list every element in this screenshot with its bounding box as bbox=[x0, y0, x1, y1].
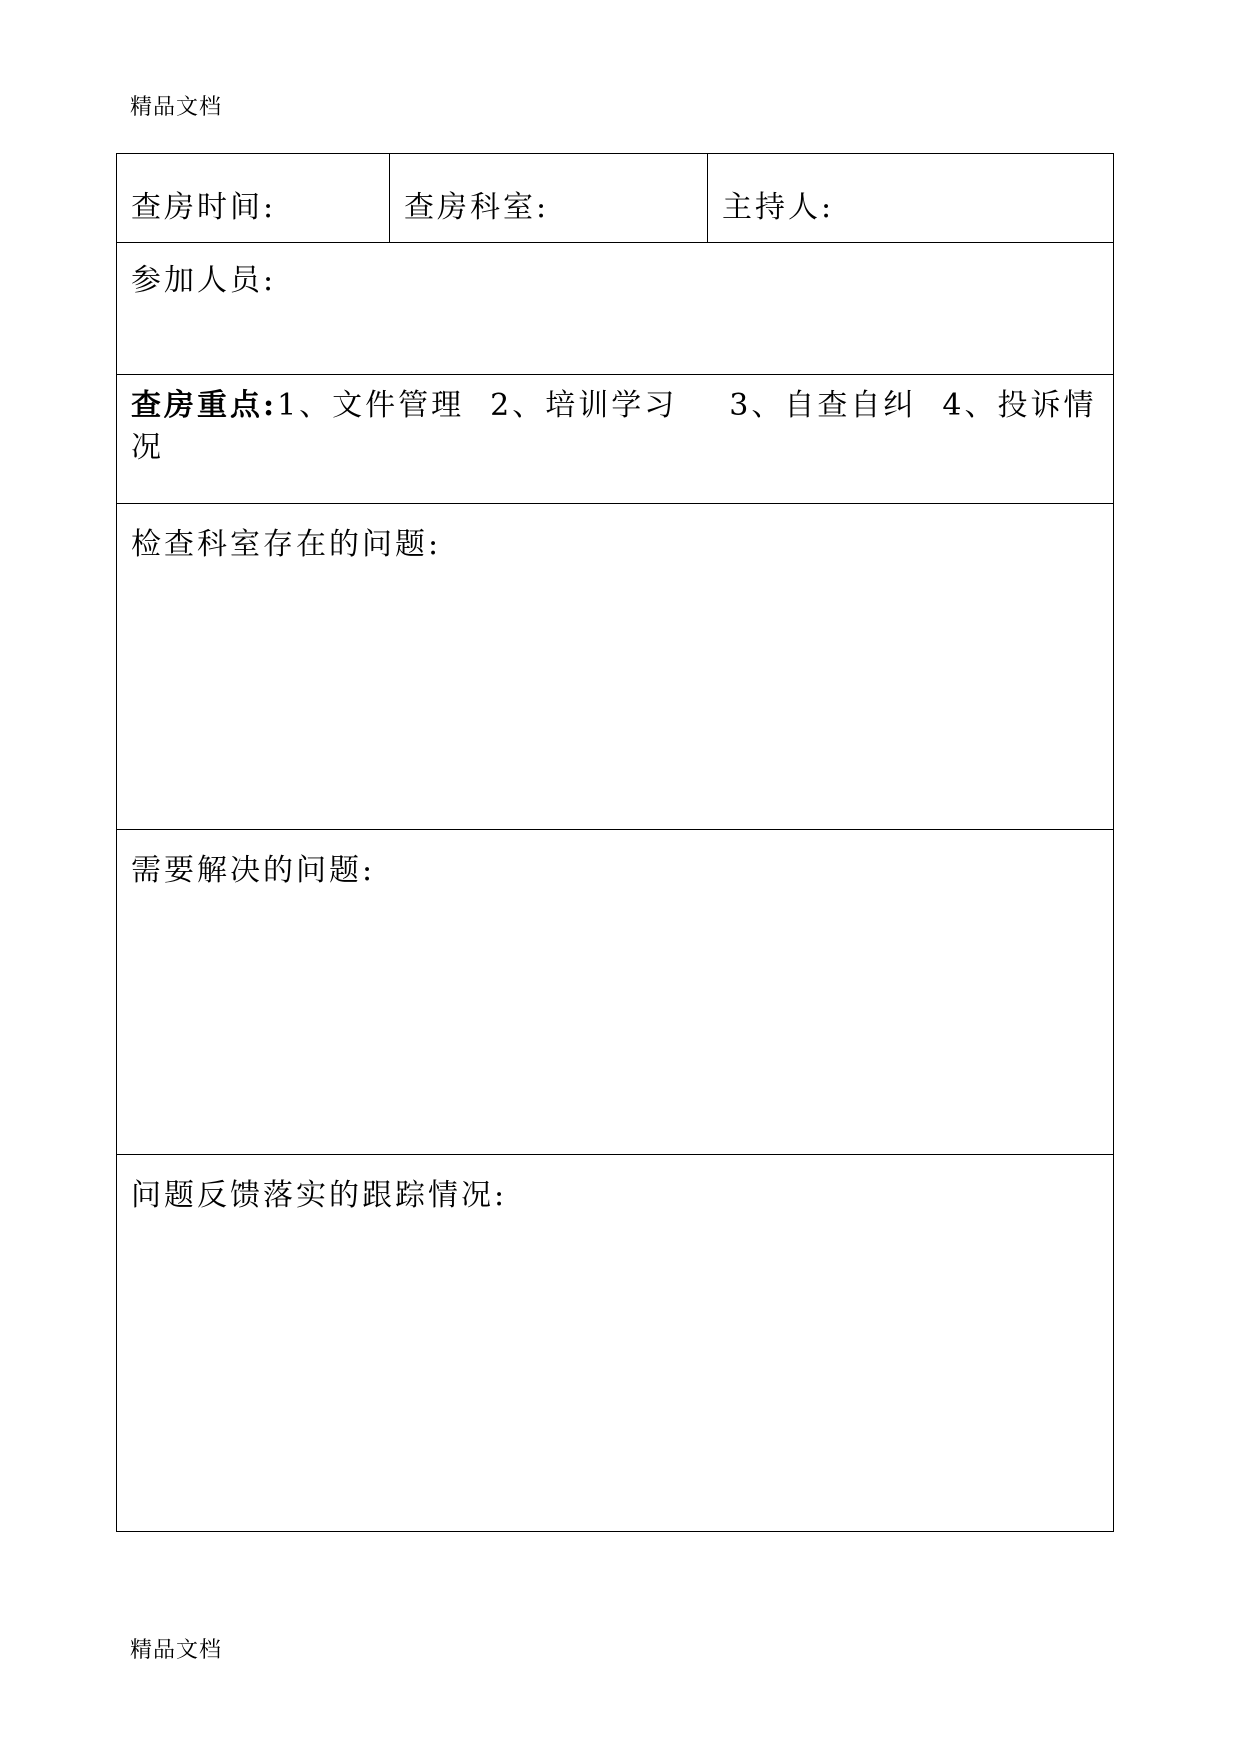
participants-label: 参加人员: bbox=[131, 263, 277, 298]
host-label: 主持人: bbox=[722, 190, 835, 225]
focus-item-complaints: 4、投诉情况 bbox=[131, 388, 1097, 465]
page-header-mark: 精品文档 bbox=[130, 95, 223, 120]
host-field[interactable] bbox=[707, 154, 1113, 242]
round-department-field[interactable] bbox=[389, 154, 707, 242]
feedback-tracking-label: 问题反馈落实的跟踪情况: bbox=[131, 1178, 508, 1213]
focus-item-documents: 1、文件管理 bbox=[277, 388, 465, 423]
issues-to-solve-label: 需要解决的问题: bbox=[131, 853, 376, 888]
page-footer-mark: 精品文档 bbox=[130, 1638, 223, 1663]
round-department-label: 查房科室: bbox=[404, 190, 550, 225]
round-time-label: 查房时间: bbox=[131, 190, 277, 225]
round-focus-label: 查房重点: bbox=[131, 388, 278, 423]
round-time-field[interactable] bbox=[117, 154, 389, 242]
department-issues-label: 检查科室存在的问题: bbox=[131, 527, 442, 562]
focus-item-training: 2、培训学习 bbox=[490, 388, 678, 423]
round-focus-section bbox=[117, 374, 1113, 503]
focus-item-self-check: 3、自查自纠 bbox=[729, 388, 917, 423]
ward-round-form bbox=[116, 153, 1114, 1532]
department-issues-field[interactable] bbox=[117, 503, 1113, 829]
participants-field[interactable] bbox=[117, 242, 1113, 374]
feedback-tracking-field[interactable] bbox=[117, 1154, 1113, 1531]
form-row-basic-info bbox=[117, 154, 1113, 242]
issues-to-solve-field[interactable] bbox=[117, 829, 1113, 1154]
